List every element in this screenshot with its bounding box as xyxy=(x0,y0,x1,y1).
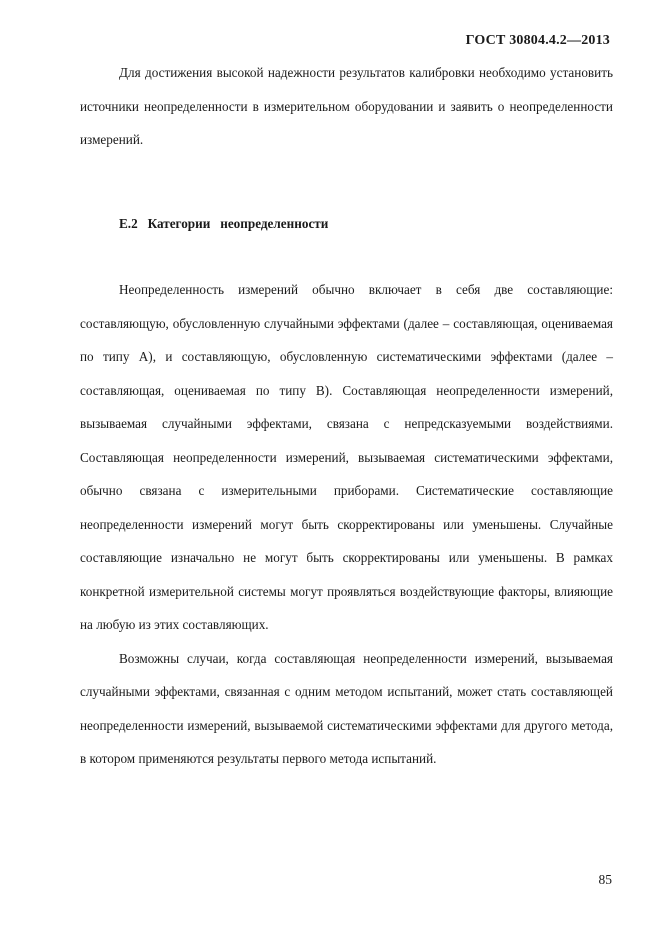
paragraph-uncertainty-components: Неопределенность измерений обычно включает в себя две составляющие: составляющую, обусловленную случайными эффектами (далее – составляющая, оцениваемая по типу А), и составляющую, обусловленную систематическими эффектами (далее – составляющая, оцениваемая по типу В). Составляющая неопределенности измерений, вызываемая случайными эффектами, связана с непредсказуемыми воздействиями. Составляющая неопределенности измерений, вызываемая систематическими эффектами, обычно связана с измерительными приборами. Систематические составляющие неопределенности измерений могут быть скорректированы или уменьшены. Случайные составляющие изначально не могут быть скорректированы или уменьшены. В рамках конкретной измерительной системы могут проявляться воздействующие факторы, влияющие на любую из этих составляющих. xyxy=(80,282,613,632)
document-body xyxy=(80,56,613,776)
document-header: ГОСТ 30804.4.2—2013 xyxy=(465,33,610,48)
section-title: Е.2 Категории неопределенности xyxy=(119,215,329,231)
paragraph-calibration: Для достижения высокой надежности результатов калибровки необходимо установить источники неопределенности в измерительном оборудовании и заявить о неопределенности измерений. xyxy=(80,65,613,147)
spacer xyxy=(80,240,613,273)
page-number: 85 xyxy=(598,872,612,887)
paragraph-possible-cases: Возможны случаи, когда составляющая неопределенности измерений, вызываемая случайными эффектами, связанная с одним методом испытаний, может стать составляющей неопределенности измерений, вызываемой систематическими эффектами для другого метода, в котором применяются результаты первого метода испытаний. xyxy=(80,650,613,766)
